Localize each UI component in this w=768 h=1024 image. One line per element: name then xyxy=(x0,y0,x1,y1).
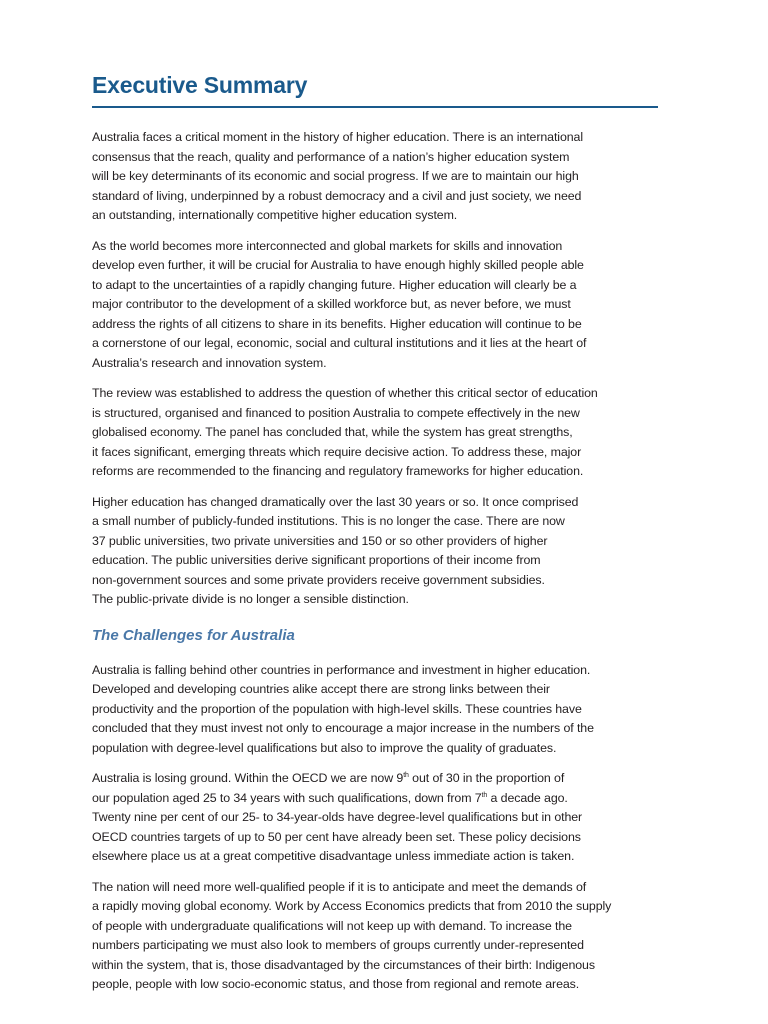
text-line: major contributor to the development of a skilled workforce but, as never before, we must xyxy=(92,297,571,311)
paragraph-changes xyxy=(92,493,658,610)
text-line: is structured, organised and financed to position Australia to compete effectively in the new xyxy=(92,405,580,420)
text-line: standard of living, underpinned by a robust democracy and a civil and just society, we need xyxy=(92,188,582,203)
text-line: a cornerstone of our legal, economic, social and cultural institutions and it lies at the heart of xyxy=(92,336,587,350)
text-run: a decade ago. xyxy=(487,790,568,805)
text-line: 37 public universities, two private universities and 150 or so other providers of higher xyxy=(92,533,548,548)
text-line: education. The public universities derive significant proportions of their income from xyxy=(92,553,541,567)
text-run: Australia is losing ground. Within the OECD we are now 9 xyxy=(92,771,404,785)
text-line: a rapidly moving global economy. Work by Access Economics predicts that from 2010 the supply xyxy=(92,899,612,913)
text-line: elsewhere place us at a great competitive disadvantage unless immediate action is taken. xyxy=(92,849,575,863)
text-line: it faces significant, emerging threats which require decisive action. To address these, major xyxy=(92,444,582,459)
text-line: As the world becomes more interconnected and global markets for skills and innovation xyxy=(92,238,563,253)
text-line: a small number of publicly-funded institutions. This is no longer the case. There are now xyxy=(92,514,565,528)
page-title: Executive Summary xyxy=(92,72,308,98)
text-line: to adapt to the uncertainties of a rapidly changing future. Higher education will clearly be a xyxy=(92,277,577,292)
text-line: address the rights of all citizens to share in its benefits. Higher education will continue to be xyxy=(92,316,582,331)
text-line: The public-private divide is no longer a sensible distinction. xyxy=(92,592,409,606)
text-line: The nation will need more well-qualified people if it is to anticipate and meet the demands of xyxy=(92,879,587,894)
text-line xyxy=(92,769,658,789)
text-line: develop even further, it will be crucial for Australia to have enough highly skilled people able xyxy=(92,258,584,272)
text-line: numbers participating we must also look to members of groups currently under-represented xyxy=(92,938,584,952)
text-run: our population aged 25 to 34 years with such qualifications, down from 7 xyxy=(92,790,482,805)
section-heading: The Challenges for Australia xyxy=(92,626,295,644)
paragraph-falling-behind xyxy=(92,661,658,759)
text-line: of people with undergraduate qualifications will not keep up with demand. To increase the xyxy=(92,918,572,933)
text-line: Australia faces a critical moment in the history of higher education. There is an international xyxy=(92,130,583,144)
paragraph-losing-ground xyxy=(92,769,658,867)
paragraph-well-qualified xyxy=(92,878,658,995)
text-line: population with degree-level qualifications but also to improve the quality of graduates. xyxy=(92,740,557,755)
text-line xyxy=(92,789,658,809)
ordinal-suffix: th xyxy=(403,771,409,779)
paragraph-review xyxy=(92,384,658,482)
text-line: productivity and the proportion of the population with high-level skills. These countries have xyxy=(92,701,582,716)
title-rule xyxy=(92,106,658,108)
text-run: out of 30 in the proportion of xyxy=(408,771,565,785)
text-line: will be key determinants of its economic and social progress. If we are to maintain our high xyxy=(92,169,579,183)
text-line: Twenty nine per cent of our 25- to 34-year-olds have degree-level qualifications but in other xyxy=(92,810,583,824)
text-line: OECD countries targets of up to 50 per cent have already been set. These policy decisions xyxy=(92,829,581,844)
text-line: an outstanding, internationally competitive higher education system. xyxy=(92,208,458,222)
text-line: people, people with low socio-economic status, and those from regional and remote areas. xyxy=(92,977,580,991)
text-line: within the system, that is, those disadvantaged by the circumstances of their birth: Indigenous xyxy=(92,957,595,972)
text-line: reforms are recommended to the financing and regulatory frameworks for higher education. xyxy=(92,464,584,478)
text-line: The review was established to address the question of whether this critical sector of education xyxy=(92,386,598,400)
text-line: Australia is falling behind other countries in performance and investment in higher education. xyxy=(92,662,591,677)
text-line: Australia’s research and innovation system. xyxy=(92,355,327,370)
text-line: concluded that they must invest not only to encourage a major increase in the numbers of the xyxy=(92,721,594,735)
ordinal-suffix: th xyxy=(481,791,488,799)
text-line: non-government sources and some private providers receive government subsidies. xyxy=(92,572,545,587)
text-line: consensus that the reach, quality and performance of a nation’s higher education system xyxy=(92,149,570,164)
paragraph-global-markets xyxy=(92,237,658,374)
document-page xyxy=(92,70,658,1006)
text-line: Developed and developing countries alike accept there are strong links between their xyxy=(92,682,550,696)
text-line: globalised economy. The panel has concluded that, while the system has great strengths, xyxy=(92,425,573,439)
text-line: Higher education has changed dramatically over the last 30 years or so. It once comprised xyxy=(92,494,579,509)
paragraph-intro xyxy=(92,128,658,226)
